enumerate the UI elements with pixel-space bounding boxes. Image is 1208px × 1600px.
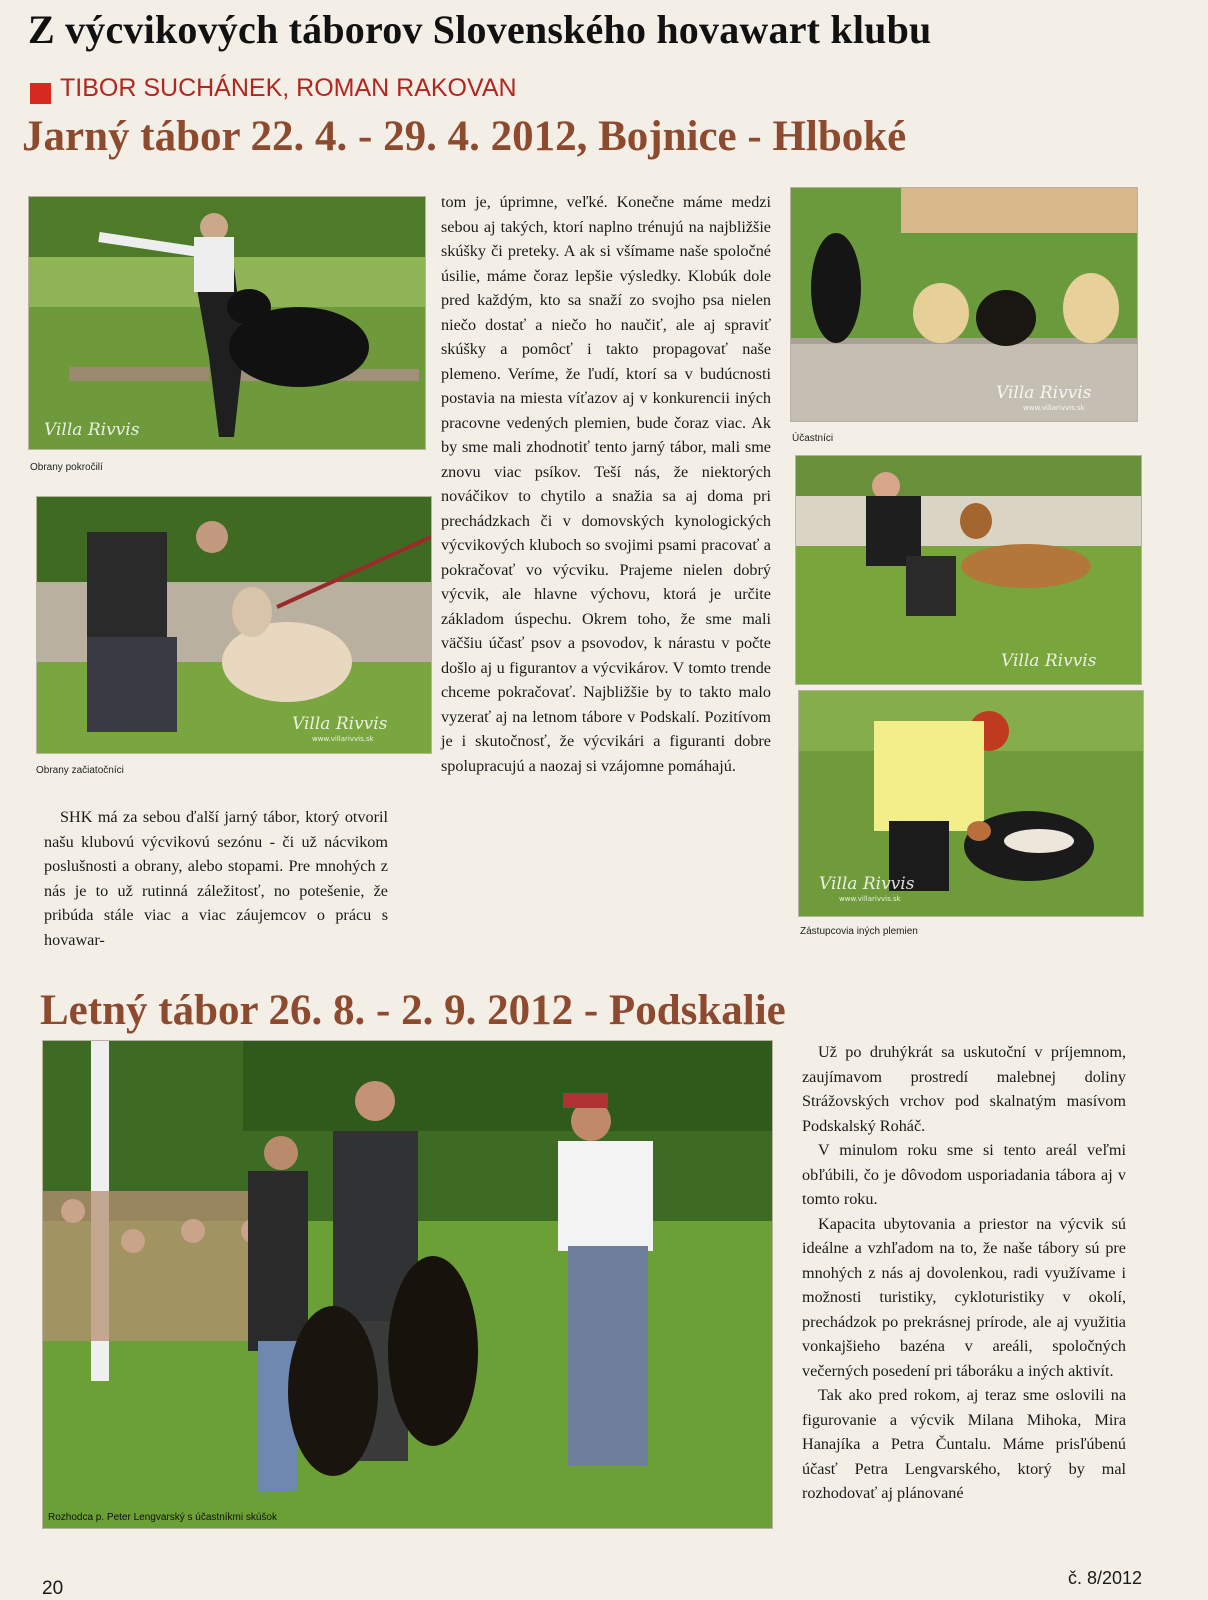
- svg-text:www.villarivvis.sk: www.villarivvis.sk: [1023, 404, 1085, 412]
- article-title: Z výcvikových táborov Slovenského hovawart klubu: [28, 7, 932, 52]
- photo-ucastnici: [790, 187, 1138, 422]
- photo-ine-plemena: [798, 690, 1144, 917]
- photo-obrany-zaciatocnici: [36, 496, 432, 754]
- svg-text:www.villarivvis.sk: www.villarivvis.sk: [312, 735, 374, 743]
- author-marker: [30, 83, 51, 104]
- photo-rozhodca: [42, 1040, 773, 1529]
- svg-text:Villa Rivvis: Villa Rivvis: [996, 383, 1092, 403]
- svg-text:Villa Rivvis: Villa Rivvis: [819, 874, 915, 894]
- article-authors: TIBOR SUCHÁNEK, ROMAN RAKOVAN: [60, 74, 517, 102]
- svg-text:Villa Rivvis: Villa Rivvis: [292, 714, 388, 734]
- page-number: 20: [42, 1578, 64, 1599]
- photo-obrany-pokrocili: [28, 196, 426, 450]
- section1-heading: Jarný tábor 22. 4. - 29. 4. 2012, Bojnice - Hlboké: [22, 113, 907, 160]
- photo2-caption: Obrany začiatočníci: [36, 765, 124, 776]
- photo6-caption: Rozhodca p. Peter Lengvarský s účastníkmi skúšok: [48, 1512, 277, 1523]
- photo3-caption: Účastníci: [792, 433, 834, 444]
- svg-text:Villa Rivvis: Villa Rivvis: [1001, 651, 1097, 671]
- photo1-caption: Obrany pokročilí: [30, 462, 103, 473]
- section1-left-text: SHK má za sebou ďalší jarný tábor, ktorý otvoril našu klubovú výcvikovú sezónu - či už nácvikom poslušnosti a obrany, alebo stopami. Pre mnohých z nás je to už rutinná záležitosť, no potešenie, že pribúda stále viac a viac záujemcov o prácu s hovawar-: [44, 808, 388, 949]
- section2-text: Už po druhýkrát sa uskutoční v príjemnom, zaujímavom prostredí malebnej doliny Strážovských vrchov pod skalnatým masívom Podskalský Roháč. V minulom roku sme si tento areál veľmi obľúbili, čo je dôvodom usporiadania tábora aj v tomto roku. Kapacita ubytovania a priestor na výcvik sú ideálne a vzhľadom na to, že naše tábory sú pre mnohých z nás aj dovolenkou, radi využívame i možnosti turistiky, cykloturistiky v okolí, prechádzok po prekrásnej prírode, ale aj využitia vonkajšieho bazéna v areáli, spoločných večerných posedení pri táboráku a iných aktivít. Tak ako pred rokom, aj teraz sme oslovili na figurovanie a výcvik Milana Mihoka, Mira Hanajíka a Petra Čuntalu. Máme prisľúbenú účasť Petra Lengvarského, ktorý by mal rozhodovať aj plánované: [802, 1043, 1126, 1502]
- issue-number: č. 8/2012: [1068, 1568, 1143, 1588]
- photo5-caption: Zástupcovia iných plemien: [800, 926, 918, 937]
- svg-text:www.villarivvis.sk: www.villarivvis.sk: [839, 895, 901, 903]
- watermark-text: Villa Rivvis: [44, 420, 140, 440]
- photo-malinois: [795, 455, 1142, 685]
- section2-heading: Letný tábor 26. 8. - 2. 9. 2012 - Podskalie: [40, 987, 786, 1034]
- section1-middle-text: tom je, úprimne, veľké. Konečne máme medzi sebou aj takých, ktorí naplno trénujú na najbližšie skúšky či preteky. A ak si všímame naše spoločné úsilie, máme čoraz lepšie výsledky. Klobúk dole pred každým, kto sa snaží zo svojho psa nielen niečo dostať a niečo ho naučiť, ale aj spraviť skúšky a pomôcť i takto propagovať naše plemeno. Veríme, že ľudí, ktorí sa v budúcnosti postavia na miesta víťazov aj v konkurencii iných pracovne vedených plemien, bude čoraz viac. Ak by sme mali zhodnotiť tento jarný tábor, mali sme znovu viac psíkov. Teší nás, že niektorých nováčikov to chytilo a snažia sa aj doma pri prechádzkach či v domovských kynologických výcvikových kluboch so svojimi psami pracovať a pokračovať vo výcviku. Prajeme nielen dobrý výcvik, ale hlavne výchovu, ktorá je určite základom úspechu. Okrem toho, že sme mali väčšiu účasť psov a psovodov, k nárastu v počte došlo aj u figurantov a výcvikárov. V tomto trende chceme pokračovať. Najbližšie by to takto malo vyzerať aj na letnom tábore v Podskalí. Pozitívom je i skutočnosť, že výcvikári a figuranti dobre spolupracujú a naozaj si vzájomne pomáhajú.: [441, 193, 771, 775]
